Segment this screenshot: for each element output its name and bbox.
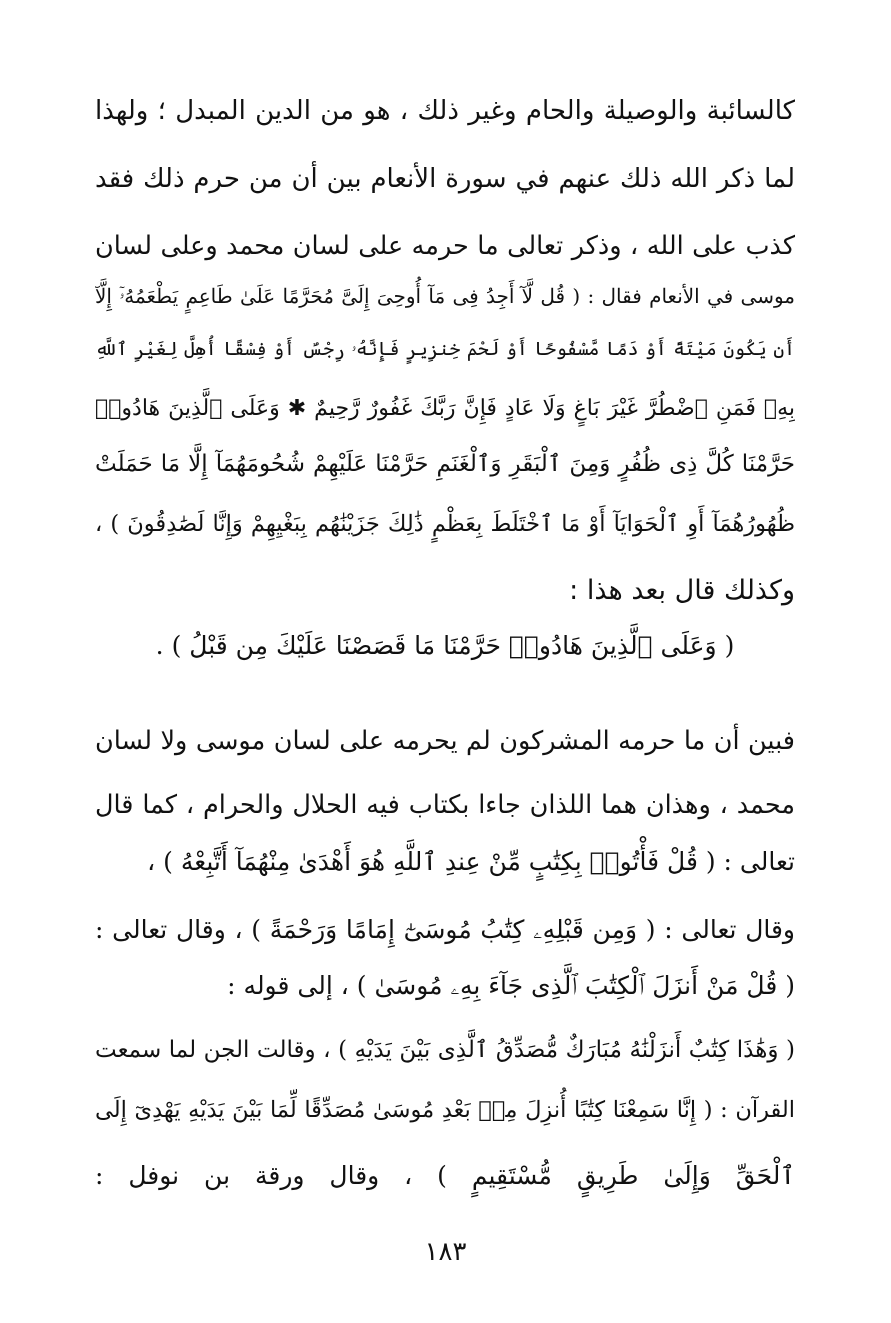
text-line-quran: ( قُلْ مَنْ أَنزَلَ ٱلْكِتَٰبَ ٱلَّذِى جَآءَ بِهِۦ مُوسَىٰ ) ، إلى قوله :: [227, 971, 795, 1000]
text-line-quran: بِهِۦ فَمَنِ ٱضْطُرَّ غَيْرَ بَاغٍ وَلَا عَادٍ فَإِنَّ رَبَّكَ غَفُورٌ رَّحِيمٌ ✱ وَعَلَى ٱلَّذِينَ هَادُوا۟: [95, 396, 795, 421]
text-line-quran: وقال تعالى : ( وَمِن قَبْلِهِۦ كِتَٰبُ مُوسَىٰٓ إِمَامًا وَرَحْمَةً ) ، وقال تعالى :: [95, 915, 795, 944]
text-line-quran: أَن يَكُونَ مَيْتَةً أَوْ دَمًا مَّسْفُوحًا أَوْ لَحْمَ خِنزِيرٍ فَإِنَّهُۥ رِجْسٌ أَوْ فِسْقًا أُهِلَّ لِغَيْرِ ٱللَّهِ: [95, 339, 795, 360]
text-line: كالسائبة والوصيلة والحام وغير ذلك ، هو من الدين المبدل ؛ ولهذا: [95, 96, 795, 126]
text-line-quran: ( وَهَٰذَا كِتَٰبٌ أَنزَلْنَٰهُ مُبَارَكٌ مُّصَدِّقُ ٱلَّذِى بَيْنَ يَدَيْهِ ) ، وقالت الجن لما سمعت: [95, 1037, 795, 1063]
text-line: فبين أن ما حرمه المشركون لم يحرمه على لسان موسى ولا لسان: [95, 726, 795, 756]
text-line-quran: القرآن : ( إِنَّا سَمِعْنَا كِتَٰبًا أُنزِلَ مِنۢ بَعْدِ مُوسَىٰ مُصَدِّقًا لِّمَا بَيْنَ يَدَيْهِ يَهْدِىٓ إِلَى: [95, 1097, 795, 1123]
text-line-quran: موسى في الأنعام فقال : ( قُل لَّآ أَجِدُ فِى مَآ أُوحِىَ إِلَىَّ مُحَرَّمًا عَلَىٰ طَاعِمٍ يَطْعَمُهُۥٓ إِلَّآ: [95, 284, 795, 308]
text-line: كذب على الله ، وذكر تعالى ما حرمه على لسان محمد وعلى لسان: [95, 231, 795, 261]
text-line: وكذلك قال بعد هذا :: [569, 575, 795, 606]
quran-quote: ( وَعَلَى ٱلَّذِينَ هَادُوا۟ حَرَّمْنَا مَا قَصَصْنَا عَلَيْكَ مِن قَبْلُ ) .: [155, 631, 735, 660]
page-number: ١٨٣: [424, 1237, 467, 1267]
text-line: محمد ، وهذان هما اللذان جاءا بكتاب فيه الحلال والحرام ، كما قال: [95, 790, 795, 820]
text-line-quran: تعالى : ( قُلْ فَأْتُوا۟ بِكِتَٰبٍ مِّنْ عِندِ ٱللَّهِ هُوَ أَهْدَىٰ مِنْهُمَآ أَتَّبِعْهُ ) ،: [147, 847, 795, 876]
text-line-quran: ظُهُورُهُمَآ أَوِ ٱلْحَوَايَآ أَوْ مَا ٱخْتَلَطَ بِعَظْمٍ ذَٰلِكَ جَزَيْنَٰهُم بِبَغْيِهِمْ وَإِنَّا لَصَٰدِقُونَ ) ،: [95, 511, 795, 537]
text-line-quran: ٱلْحَقِّ وَإِلَىٰ طَرِيقٍ مُّسْتَقِيمٍ ) ، وقال ورقة بن نوفل :: [95, 1161, 795, 1190]
text-line-quran: حَرَّمْنَا كُلَّ ذِى ظُفُرٍ وَمِنَ ٱلْبَقَرِ وَٱلْغَنَمِ حَرَّمْنَا عَلَيْهِمْ شُحُومَهُمَآ إِلَّا مَا حَمَلَتْ: [95, 451, 795, 477]
text-line: لما ذكر الله ذلك عنهم في سورة الأنعام بين أن من حرم ذلك فقد: [95, 164, 795, 194]
